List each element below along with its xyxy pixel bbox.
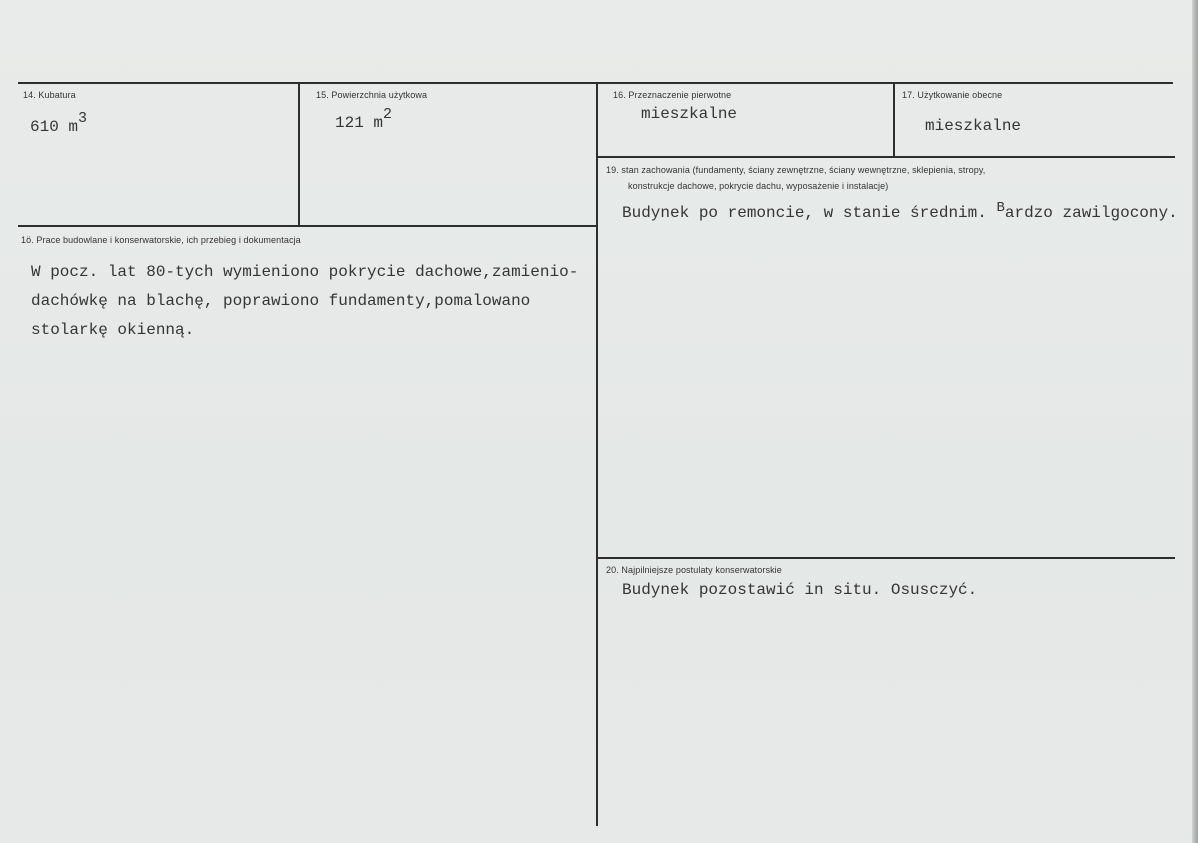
field-18-text (31, 258, 578, 345)
field-15-label: 15. Powierzchnia użytkowa (316, 90, 428, 100)
rule-under-14-15 (18, 225, 598, 227)
card-edge (1192, 0, 1198, 843)
field-15-number: 121 m (335, 114, 384, 132)
field-19-text-main: Budynek po remoncie, w stanie średnim. (622, 204, 997, 222)
field-19-text-rest: ardzo zawilgocony. (1004, 204, 1178, 222)
field-18-line-2: dachówkę na blachę, poprawiono fundamenty,pomalowano (31, 292, 531, 310)
field-19-label-line1: 19. stan zachowania (fundamenty, ściany zewnętrzne, ściany wewnętrzne, sklepienia, stropy, (606, 165, 986, 175)
field-17-value: mieszkalne (925, 117, 1022, 135)
divider-16-17 (893, 82, 895, 156)
field-16-value: mieszkalne (641, 105, 738, 123)
field-16-label: 16. Przeznaczenie pierwotne (613, 90, 732, 100)
field-15-value (335, 106, 393, 132)
field-18-line-1: W pocz. lat 80-tych wymieniono pokrycie dachowe,zamienio- (31, 263, 579, 281)
field-18-line-3: stolarkę okienną. (31, 321, 195, 339)
rule-above-20 (596, 557, 1175, 559)
field-14-label: 14. Kubatura (23, 90, 76, 100)
field-14-number: 610 m (30, 118, 79, 136)
divider-center (596, 82, 598, 826)
field-18-label: 1ö. Prace budowlane i konserwatorskie, ich przebieg i dokumentacja (21, 235, 301, 245)
rule-under-16-17 (596, 156, 1175, 158)
field-20-label: 20. Najpilniejsze postulaty konserwatorskie (606, 565, 782, 575)
field-15-superscript: 2 (383, 106, 393, 123)
field-20-text: Budynek pozostawić in situ. Osusczyć. (622, 581, 978, 599)
field-19-label-line2: konstrukcje dachowe, pokrycie dachu, wyposażenie i instalacje) (628, 181, 889, 191)
field-19-text (622, 200, 1178, 222)
field-17-label: 17. Użytkowanie obecne (902, 90, 1003, 100)
field-19-text-sup: B (996, 200, 1005, 216)
divider-14-15 (298, 82, 300, 226)
field-14-value (30, 110, 88, 136)
field-14-superscript: 3 (78, 110, 88, 127)
